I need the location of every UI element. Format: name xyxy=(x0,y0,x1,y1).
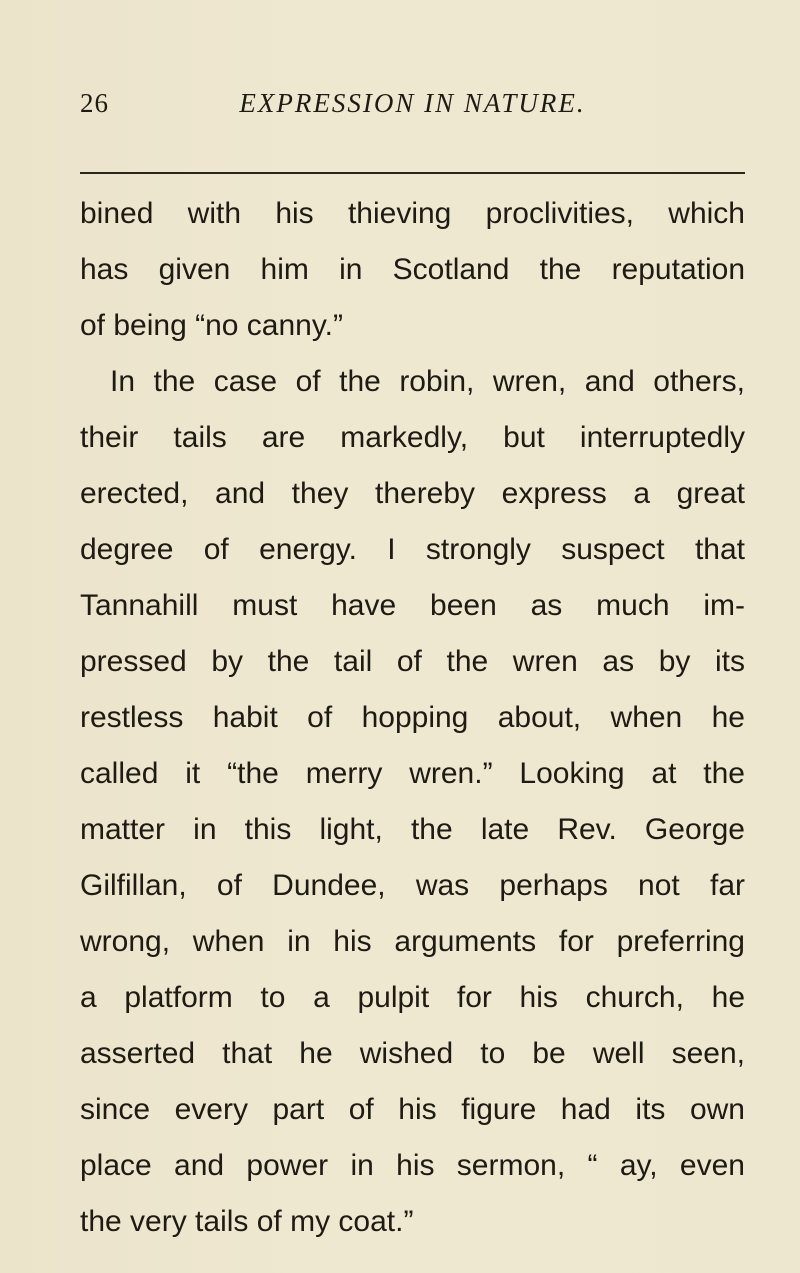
page-number: 26 xyxy=(80,88,109,118)
body-text xyxy=(80,186,745,1250)
text-line: since every part of his figure had its own xyxy=(80,1093,745,1126)
text-line: restless habit of hopping about, when he xyxy=(80,701,745,734)
text-line: the very tails of my coat.” xyxy=(80,1205,414,1238)
text-line: degree of energy. I strongly suspect that xyxy=(80,533,745,566)
text-line: bined with his thieving proclivities, which xyxy=(80,197,745,230)
text-line: their tails are markedly, but interruptedly xyxy=(80,421,745,454)
text-line: pressed by the tail of the wren as by its xyxy=(80,645,745,678)
header-rule xyxy=(80,172,745,174)
text-line: wrong, when in his arguments for preferring xyxy=(80,925,745,958)
text-line: a platform to a pulpit for his church, he xyxy=(80,981,745,1014)
text-line: place and power in his sermon, “ ay, even xyxy=(80,1149,745,1182)
text-line: matter in this light, the late Rev. George xyxy=(80,813,745,846)
text-line: erected, and they thereby express a great xyxy=(80,477,745,510)
text-line: Gilfillan, of Dundee, was perhaps not far xyxy=(80,869,745,902)
text-line: has given him in Scotland the reputation xyxy=(80,253,745,286)
text-line: called it “the merry wren.” Looking at the xyxy=(80,757,745,790)
text-line: In the case of the robin, wren, and others, xyxy=(110,365,745,398)
running-head: EXPRESSION IN NATURE. xyxy=(239,88,586,118)
text-line: of being “no canny.” xyxy=(80,309,343,342)
text-line: asserted that he wished to be well seen, xyxy=(80,1037,745,1070)
page-header xyxy=(80,80,745,130)
text-line: Tannahill must have been as much im- xyxy=(80,589,745,622)
